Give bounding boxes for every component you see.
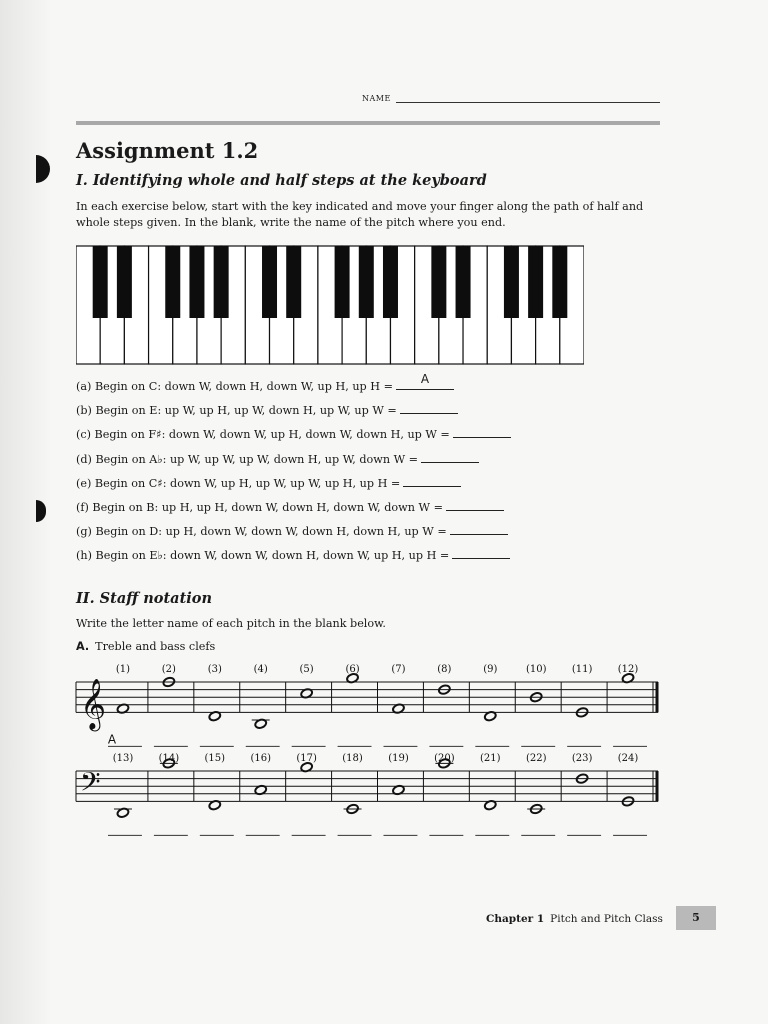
exercise-text: (h) Begin on E♭: down W, down W, down H, down W, up H, up H =: [76, 549, 450, 563]
exercise-number: (21): [480, 753, 501, 764]
exercise-text: (g) Begin on D: up H, down W, down W, down H, down H, up W =: [76, 525, 447, 539]
footer-chapter: Chapter 1: [486, 913, 545, 925]
exercise-number: (18): [342, 753, 363, 764]
exercise-text: (a) Begin on C: down W, down H, down W, up H, up H =: [76, 380, 393, 393]
exercise-text: (d) Begin on A♭: up W, up W, up W, down H, up W, down W =: [76, 452, 419, 466]
exercise-number: (2): [161, 664, 176, 675]
exercise-number: (7): [391, 664, 406, 675]
exercise-number: (9): [483, 664, 498, 675]
exercise-number: (11): [571, 664, 593, 675]
exercise-number: (13): [112, 753, 134, 764]
page-number: 5: [676, 906, 716, 930]
exercise-number: (24): [617, 753, 639, 764]
exercise-number: (12): [617, 664, 639, 675]
handwritten-answer: A: [107, 732, 117, 747]
section1-heading: I. Identifying whole and half steps at the keyboard: [76, 172, 487, 189]
exercise-text: (b) Begin on E: up W, up H, up W, down H, up W, up W =: [76, 404, 397, 418]
section1-instructions: In each exercise below, start with the key indicated and move your finger along the path of half and whole steps given. In the blank, write the name of the pitch where you end.: [76, 200, 644, 229]
exercise-number: (17): [296, 753, 317, 764]
exercise-number: (4): [253, 664, 268, 675]
footer-chapter-title: Pitch and Pitch Class: [550, 913, 663, 925]
exercise-number: (22): [525, 753, 547, 764]
exercise-number: (19): [388, 753, 409, 764]
exercise-number: (16): [250, 753, 271, 764]
handwritten-answer: A: [420, 372, 430, 386]
exercise-number: (14): [158, 753, 180, 764]
exercise-number: (3): [207, 664, 222, 675]
exercise-number: (20): [434, 753, 455, 764]
subsection-letter: A.: [76, 640, 90, 653]
exercise-number: (8): [437, 664, 452, 675]
exercise-number: (5): [299, 664, 314, 675]
page-footer: [486, 913, 663, 925]
exercise-number: (23): [571, 753, 593, 764]
treble-clef-icon: 𝄞: [80, 678, 107, 730]
subsection-label: Treble and bass clefs: [95, 640, 216, 653]
bass-clef-icon: 𝄢: [80, 765, 101, 804]
section2-instructions: Write the letter name of each pitch in the blank below.: [76, 617, 386, 630]
name-label: NAME: [362, 94, 391, 103]
assignment-title: Assignment 1.2: [76, 138, 259, 163]
exercise-text: (c) Begin on F♯: down W, down W, up H, down W, down H, up W =: [76, 428, 450, 442]
exercise-number: (1): [115, 664, 131, 675]
exercise-number: (15): [204, 753, 226, 764]
exercise-text: (e) Begin on C♯: down W, up H, up W, up W, up H, up H =: [76, 476, 401, 490]
section2-heading: II. Staff notation: [76, 590, 212, 607]
exercise-number: (6): [345, 664, 360, 675]
exercise-number: (10): [525, 664, 547, 675]
exercise-text: (f) Begin on B: up H, up H, down W, down H, down W, down W =: [76, 501, 443, 514]
